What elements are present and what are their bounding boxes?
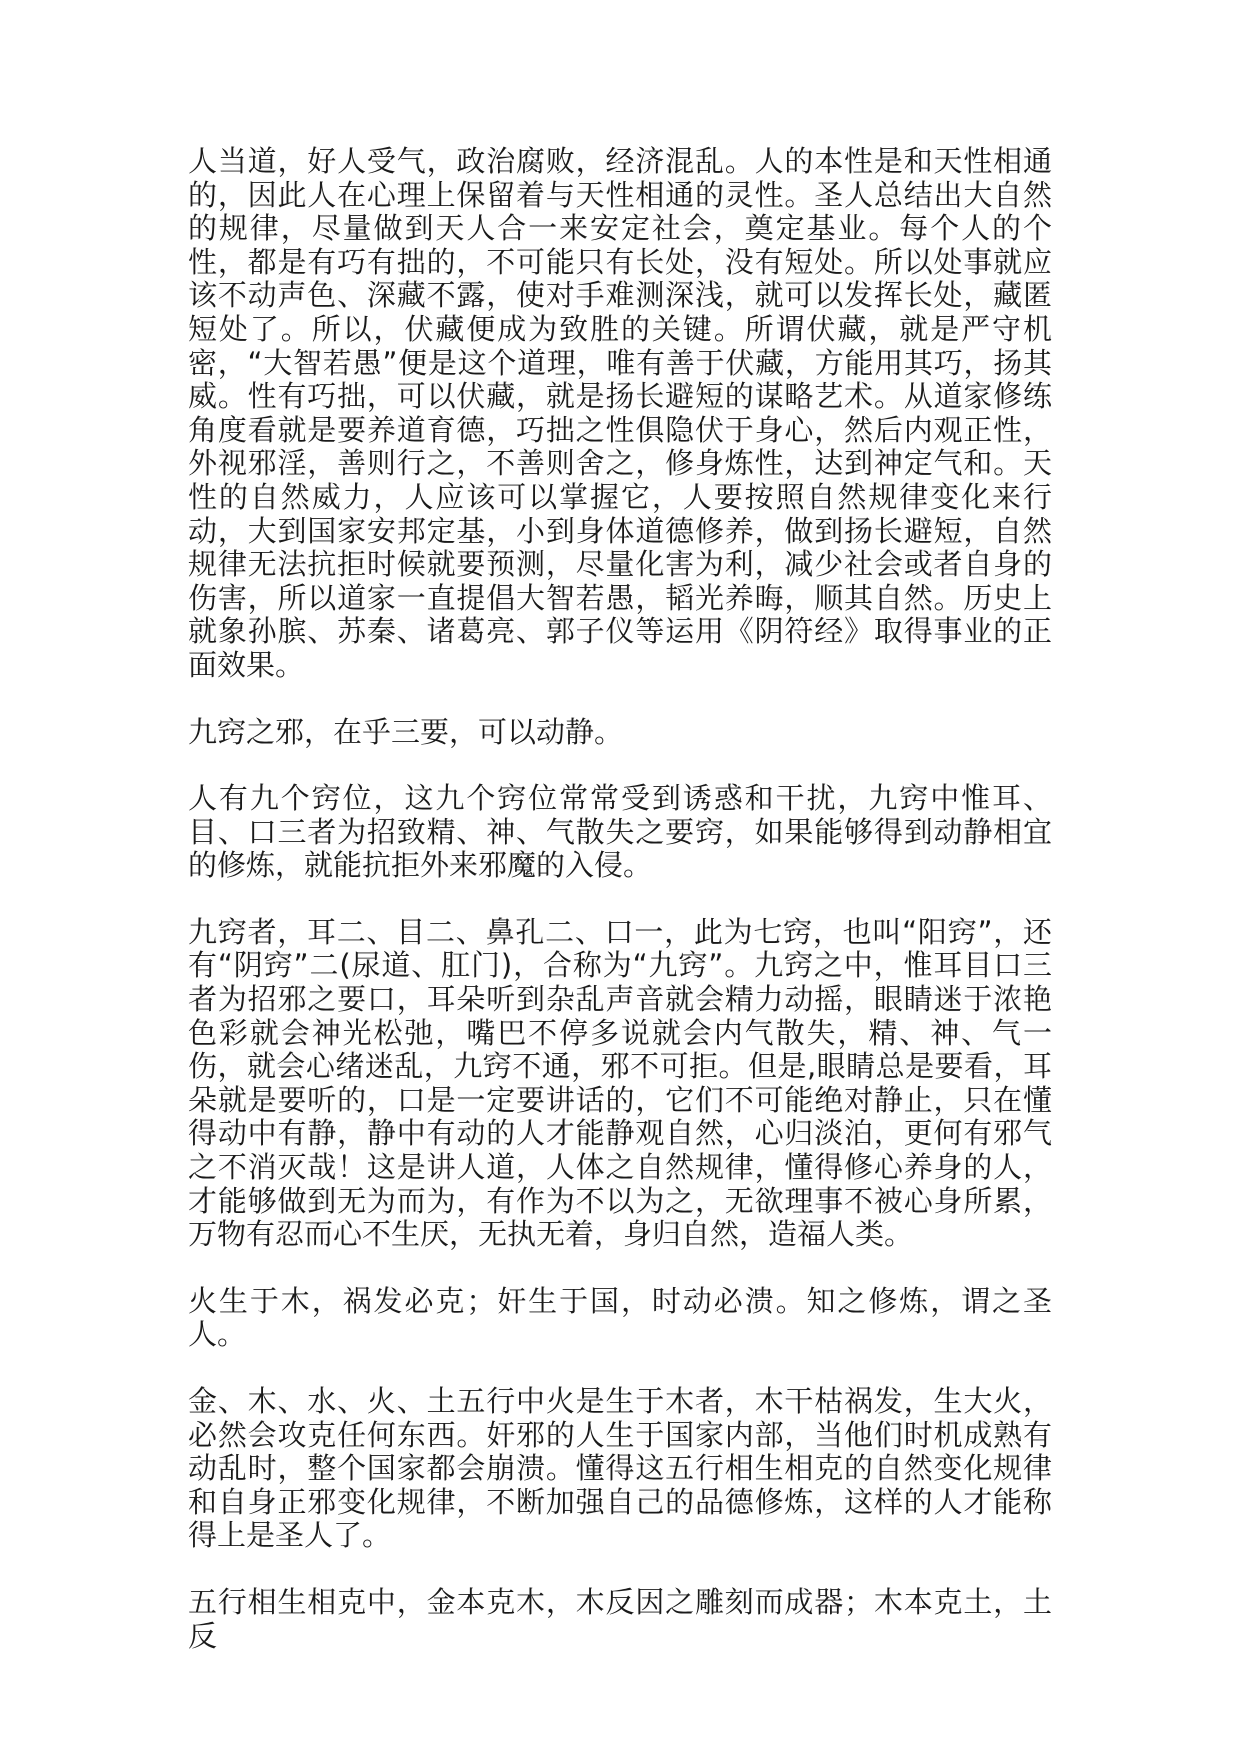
paragraph-shengke: 五行相生相克中，金本克木，木反因之雕刻而成器；木本克土，土反 — [188, 1584, 1052, 1653]
paragraph-jiuqiao-heading: 九窍之邪，在乎三要，可以动静。 — [188, 714, 624, 749]
paragraph-huoshengyumu-heading: 火生于木，祸发必克；奸生于国，时动必溃。知之修炼，谓之圣人。 — [188, 1283, 1052, 1352]
document-page — [188, 145, 1052, 1686]
paragraph-fufuzang: 人当道，好人受气，政治腐败，经济混乱。人的本性是和天性相通的，因此人在心理上保留着与天性相通的灵性。圣人总结出大自然的规律，尽量做到天人合一来安定社会，奠定基业。每个人的个性，都是有巧有拙的，不可能只有长处，没有短处。所以处事就应该不动声色、深藏不露，使对手难测深浅，就可以发挥长处，藏匿短处了。所以，伏藏便成为致胜的关键。所谓伏藏，就是严守机密，“大智若愚”便是这个道理，唯有善于伏藏，方能用其巧，扬其威。性有巧拙，可以伏藏，就是扬长避短的谋略艺术。从道家修练角度看就是要养道育德，巧拙之性俱隐伏于身心，然后内观正性，外视邪淫，善则行之，不善则舍之，修身炼性，达到神定气和。天性的自然威力，人应该可以掌握它，人要按照自然规律变化来行动，大到国家安邦定基，小到身体道德修养，做到扬长避短，自然规律无法抗拒时候就要预测，尽量化害为利，减少社会或者自身的伤害，所以道家一直提倡大智若愚，韬光养晦，顺其自然。历史上就象孙膑、苏秦、诸葛亮、郭子仪等运用《阴符经》取得事业的正面效果。 — [188, 144, 1052, 682]
paragraph-wuxing: 金、木、水、火、土五行中火是生于木者，木干枯祸发，生大火，必然会攻克任何东西。奸邪的人生于国家内部，当他们时机成熟有动乱时，整个国家都会崩溃。懂得这五行相生相克的自然变化规律和自身正邪变化规律，不断加强自己的品德修炼，这样的人才能称得上是圣人了。 — [188, 1384, 1052, 1553]
paragraph-jiuqiao-detail: 九窍者，耳二、目二、鼻孔二、口一，此为七窍，也叫“阳窍”，还有“阴窍”二(尿道、肛门)，合称为“九窍”。九窍之中，惟耳目口三者为招邪之要口，耳朵听到杂乱声音就会精力动摇，眼睛迷于浓艳色彩就会神光松弛，嘴巴不停多说就会内气散失，精、神、气一伤，就会心绪迷乱，九窍不通，邪不可拒。但是,眼睛总是要看，耳朵就是要听的，口是一定要讲话的，它们不可能绝对静止，只在懂得动中有静，静中有动的人才能静观自然，心归淡泊，更何有邪气之不消灭哉！这是讲人道，人体之自然规律，懂得修心养身的人，才能够做到无为而为，有作为不以为之，无欲理事不被心身所累，万物有忍而心不生厌，无执无着，身归自然，造福人类。 — [188, 914, 1052, 1252]
paragraph-jiuqiao-intro: 人有九个窍位，这九个窍位常常受到诱惑和干扰，九窍中惟耳、目、口三者为招致精、神、气散失之要窍，如果能够得到动静相宜的修炼，就能抗拒外来邪魔的入侵。 — [188, 781, 1052, 883]
